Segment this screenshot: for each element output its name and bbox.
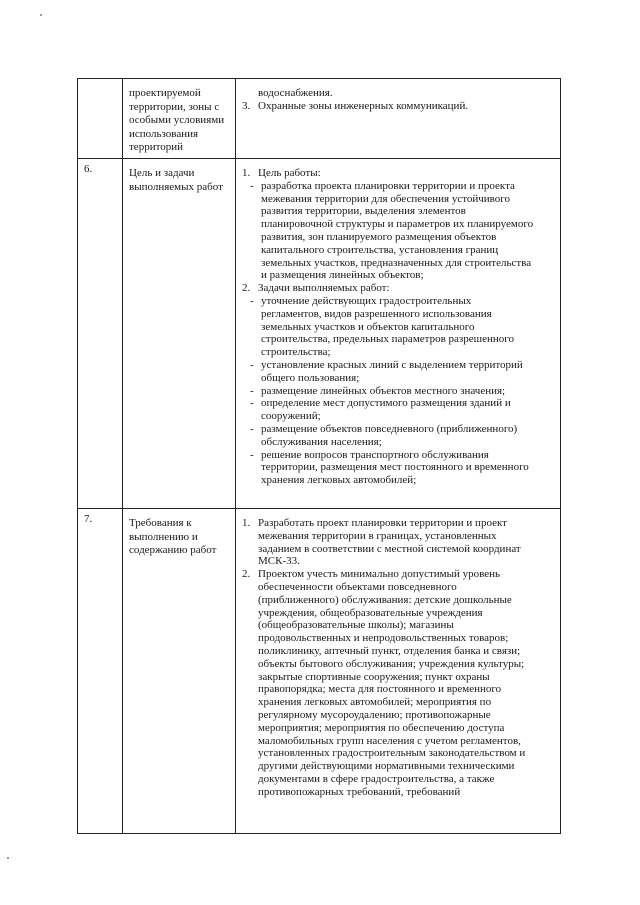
text-line: правопорядка; места для постоянного и временного — [258, 683, 502, 696]
text-line: развития, зон планируемого размещения объектов — [261, 230, 497, 243]
text-line: маломобильных групп населения с учетом регламентов, — [258, 734, 521, 747]
text-line: другими действующими нормативными техническими — [258, 760, 515, 773]
bullet-item — [242, 359, 556, 385]
text-line: обеспеченности объектами повседневного — [258, 580, 457, 593]
item-text — [258, 100, 556, 113]
text-line: закрытые спортивные сооружения; пункт охраны — [258, 670, 490, 683]
item-marker: - — [250, 422, 254, 435]
bullet-item — [242, 180, 556, 282]
list-item — [242, 517, 556, 568]
label-line: проектируемой — [129, 87, 201, 99]
bullet-item — [242, 295, 556, 359]
row-content — [236, 159, 561, 509]
text-line: земельных участков, предназначенных для строительства — [261, 256, 532, 269]
row-number — [78, 79, 123, 159]
text-line: объекты бытового обслуживания; учреждения культуры; — [258, 657, 525, 670]
text-line: регламентов, видов разрешенного использования — [261, 307, 492, 320]
item-marker: 3. — [242, 99, 251, 112]
scan-speck-top — [40, 14, 42, 16]
label-line: территорий — [129, 141, 184, 153]
item-marker: - — [250, 179, 254, 192]
list-item — [242, 100, 556, 113]
list-item — [242, 87, 556, 100]
text-line: разработка проекта планировки территории и проекта — [261, 179, 515, 192]
label-line: Цель и задачи — [129, 167, 195, 179]
item-text — [258, 517, 556, 568]
text-line: земельных участков и объектов капитального — [261, 320, 475, 333]
text-line: (приближенного) обслуживания: детские дошкольные — [258, 593, 512, 606]
text-line: развития территории, выделения элементов — [261, 205, 466, 218]
text-line: и размещения линейных объектов; — [261, 269, 424, 282]
label-line: особыми условиями — [129, 114, 225, 126]
item-marker: 2. — [242, 568, 251, 581]
bullet-item — [242, 449, 556, 487]
scan-speck-bottom — [7, 857, 9, 859]
text-line: межевания территории для обеспечения устойчивого — [261, 192, 511, 205]
text-line: установленных градостроительным законодательством и — [258, 747, 526, 760]
table-row — [78, 509, 561, 834]
item-text — [261, 397, 556, 423]
item-text — [258, 167, 556, 180]
item-marker: - — [250, 397, 254, 410]
item-marker: - — [250, 358, 254, 371]
item-marker: - — [250, 448, 254, 461]
text-line: (общеобразовательные школы); магазины — [258, 619, 454, 632]
text-line: определение мест допустимого размещения зданий и — [261, 397, 511, 410]
list-item — [242, 282, 556, 295]
list-item — [242, 167, 556, 180]
label-line: выполнению и — [129, 530, 198, 543]
row-content — [236, 509, 561, 834]
row-label — [123, 159, 236, 509]
item-text — [261, 180, 556, 282]
item-text — [261, 449, 556, 487]
bullet-item — [242, 397, 556, 423]
label-line: использования — [129, 127, 199, 140]
text-line: обслуживания населения; — [261, 435, 382, 448]
text-line: строительства; — [261, 346, 331, 359]
text-line: территории, размещения мест постоянного и временного — [261, 461, 529, 474]
row-content — [236, 79, 561, 159]
text-line: строительства, предельных параметров разрешенного — [261, 333, 515, 346]
text-line: размещение объектов повседневного (приближенного) — [261, 422, 518, 435]
text-line: регулярному мусороудалению; противопожарные — [258, 708, 491, 721]
item-marker: 2. — [242, 282, 251, 295]
text-line: сооружений; — [261, 410, 321, 423]
label-line: содержанию работ — [129, 544, 217, 556]
text-line: установление красных линий с выделением территорий — [261, 358, 523, 371]
item-text — [261, 423, 556, 449]
text-line: МСК-33. — [258, 555, 300, 568]
text-line: Цель работы: — [258, 167, 321, 179]
text-line: учреждения, общеобразовательные учреждения — [258, 606, 483, 619]
item-text — [258, 282, 556, 295]
label-line: Требования к — [129, 517, 192, 529]
item-text — [261, 359, 556, 385]
table-row — [78, 79, 561, 159]
label-line: выполняемых работ — [129, 180, 223, 193]
text-line: мероприятия; мероприятия по обеспечению доступа — [258, 721, 505, 734]
item-text — [258, 568, 556, 798]
row-number: 6. — [78, 159, 123, 509]
text-line: общего пользования; — [261, 371, 360, 384]
text-line: капитального строительства, установления границ — [261, 243, 499, 256]
text-line: хранения легковых автомобилей; — [261, 474, 417, 487]
text-line: хранения легковых автомобилей; мероприятия по — [258, 696, 492, 709]
text-line: уточнение действующих градостроительных — [261, 294, 472, 307]
row-label — [123, 79, 236, 159]
table-row — [78, 159, 561, 509]
text-line: противопожарных требований, требований — [258, 785, 461, 798]
text-line: заданием в соответствии с местной системой координат — [258, 542, 521, 555]
text-line: решение вопросов транспортного обслуживания — [261, 448, 489, 461]
item-text — [261, 385, 556, 398]
bullet-item — [242, 423, 556, 449]
item-text — [258, 87, 556, 100]
list-item — [242, 568, 556, 798]
text-line: поликлинику, аптечный пункт, отделения банка и связи; — [258, 644, 521, 657]
item-marker: 1. — [242, 517, 251, 529]
text-line: Проектом учесть минимально допустимый уровень — [258, 568, 501, 581]
label-line: территории, зоны с — [129, 100, 220, 113]
text-line: планировочной структуры и параметров их планируемого — [261, 218, 534, 231]
text-line: Задачи выполняемых работ: — [258, 282, 390, 295]
text-line: межевания территории в границах, установленных — [258, 529, 497, 542]
row-number: 7. — [78, 509, 123, 834]
text-line: продовольственных и непродовольственных товаров; — [258, 632, 509, 645]
text-line: документами в сфере градостроительства, а также — [258, 772, 495, 785]
requirements-table — [77, 78, 561, 834]
item-marker: - — [250, 294, 254, 307]
text-line: размещение линейных объектов местного значения; — [261, 384, 506, 397]
bullet-item — [242, 385, 556, 398]
row-label — [123, 509, 236, 834]
item-marker: 1. — [242, 167, 251, 179]
text-line: Охранные зоны инженерных коммуникаций. — [258, 99, 469, 112]
text-line: Разработать проект планировки территории и проект — [258, 517, 507, 529]
text-line: водоснабжения. — [258, 87, 333, 99]
item-text — [261, 295, 556, 359]
item-marker: - — [250, 384, 254, 397]
